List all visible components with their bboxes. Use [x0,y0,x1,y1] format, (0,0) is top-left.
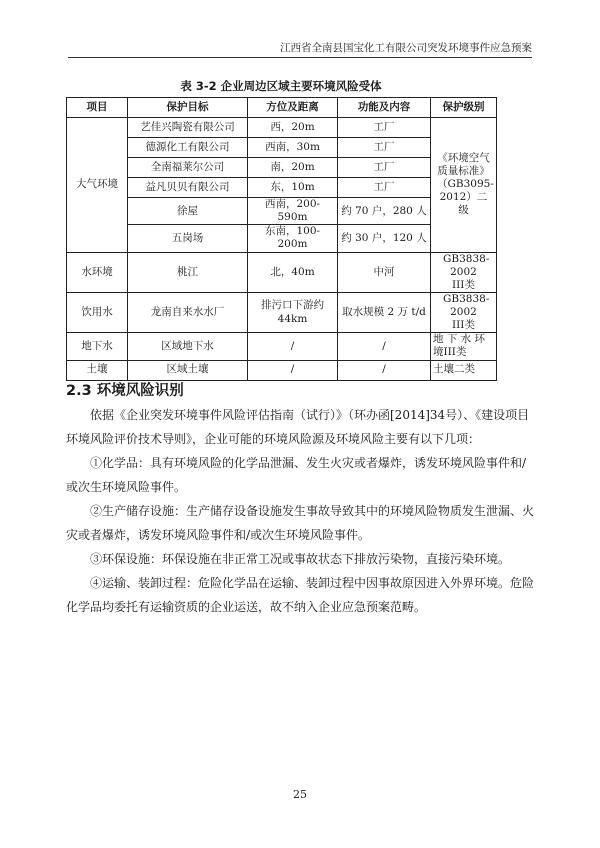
function-cell: / [338,360,431,380]
function-cell: 工厂 [338,138,431,158]
table-row [67,360,497,380]
paragraph: ①化学品：具有环境风险的化学品泄漏、发生火灾或者爆炸，诱发环境风险事件和/或次生环境风险事件。 [66,456,527,494]
column-header: 保护级别 [431,98,497,118]
category-cell: 地下水 [67,333,128,360]
section-heading: 2.3 环境风险识别 [66,383,184,399]
table-row [67,118,497,138]
table-row [67,333,497,360]
risk-receptor-table [66,97,497,381]
level-cell: GB3838-2002 III类 [431,252,497,292]
level-cell: 地 下 水 环 境III类 [431,333,497,360]
level-cell: 土壤二类 [431,360,497,380]
table-header-row [67,98,497,118]
header-divider [68,57,532,58]
function-cell: 约 30 户，120 人 [338,225,431,252]
position-cell: 东南，100-200m [248,225,338,252]
category-cell: 大气环境 [67,118,128,253]
target-cell: 德源化工有限公司 [128,138,248,158]
category-cell: 饮用水 [67,292,128,332]
position-cell: 西南，200-590m [248,198,338,225]
function-cell: / [338,333,431,360]
table-caption: 表 3-2 企业周边区域主要环境风险受体 [180,79,382,93]
position-cell: 南，20m [248,158,338,178]
target-cell: 区域土壤 [128,360,248,380]
position-cell: / [248,333,338,360]
function-cell: 工厂 [338,178,431,198]
paragraph: ②生产储存设施：生产储存设备设施发生事故导致其中的环境风险物质发生泄漏、火灾或者爆炸，诱发环境风险事件和/或次生环境风险事件。 [66,504,535,542]
function-cell: 工厂 [338,118,431,138]
position-cell: 北，40m [248,252,338,292]
page-number: 25 [293,788,307,801]
paragraph: ④运输、装卸过程：危险化学品在运输、装卸过程中因事故原因进入外界环境。危险化学品均委托有运输资质的企业运送，故不纳入企业应急预案范畴。 [66,576,535,614]
position-cell: / [248,360,338,380]
column-header: 功能及内容 [338,98,431,118]
function-cell: 取水规模 2 万 t/d [338,292,431,332]
function-cell: 工厂 [338,158,431,178]
column-header: 方位及距离 [248,98,338,118]
page-header: 江西省全南县国宝化工有限公司突发环境事件应急预案 [280,42,532,54]
target-cell: 艺佳兴陶瓷有限公司 [128,118,248,138]
category-cell: 土壤 [67,360,128,380]
function-cell: 约 70 户，280 人 [338,198,431,225]
target-cell: 龙南自来水水厂 [128,292,248,332]
paragraph: 依据《企业突发环境事件风险评估指南（试行）》（环办函[2014]34号）、《建设项目环境风险评价技术导则》，企业可能的环境风险源及环境风险主要有以下几项： [66,408,530,446]
position-cell: 东，10m [248,178,338,198]
function-cell: 中河 [338,252,431,292]
level-cell: GB3838-2002 III类 [431,292,497,332]
target-cell: 全南福莱尔公司 [128,158,248,178]
section-body [66,403,534,619]
position-cell: 排污口下游约44km [248,292,338,332]
target-cell: 益凡贝贝有限公司 [128,178,248,198]
paragraph: ③环保设施：环保设施在非正常工况或事故状态下排放污染物，直接污染环境。 [90,552,511,566]
position-cell: 西，20m [248,118,338,138]
level-cell: 《环境空气质量标准》（GB3095-2012）二级 [431,118,497,253]
table-row [67,292,497,332]
table-row [67,252,497,292]
target-cell: 五岗场 [128,225,248,252]
target-cell: 徐屋 [128,198,248,225]
column-header: 项目 [67,98,128,118]
target-cell: 区域地下水 [128,333,248,360]
category-cell: 水环境 [67,252,128,292]
column-header: 保护目标 [128,98,248,118]
target-cell: 桃江 [128,252,248,292]
position-cell: 西南，30m [248,138,338,158]
